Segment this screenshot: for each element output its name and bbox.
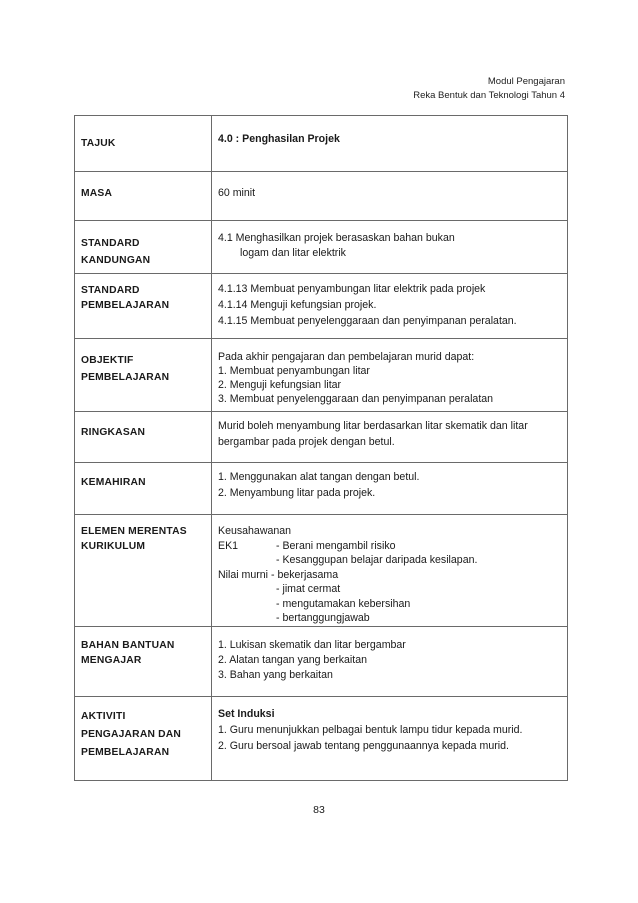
list-item: 1. Membuat penyambungan litar (218, 365, 370, 377)
label-elemen-1: ELEMEN MERENTAS (81, 526, 187, 537)
row-label (75, 339, 212, 412)
value-tajuk: 4.0 : Penghasilan Projek (218, 133, 340, 145)
standard-kandungan-line2: logam dan litar elektrik (240, 247, 346, 259)
label-standard-pembelajaran-1: STANDARD (81, 285, 140, 296)
elemen-keusahawanan: Keusahawanan (218, 525, 292, 537)
header-module-title: Modul Pengajaran (487, 76, 565, 87)
list-item: 1. Guru menunjukkan pelbagai bentuk lampu tidur kepada murid. (218, 724, 523, 736)
elemen-ek1-value: - Berani mengambil risiko (276, 539, 396, 552)
elemen-ek1-row (218, 539, 561, 554)
table-row-elemen-merentas (75, 515, 568, 627)
lesson-plan-table (74, 115, 568, 781)
table-row-ringkasan (75, 412, 568, 463)
ringkasan-line2: bergambar pada projek dengan betul. (218, 436, 395, 448)
label-ringkasan: RINGKASAN (81, 427, 146, 438)
row-label (75, 627, 212, 697)
list-item: 1. Menggunakan alat tangan dengan betul. (218, 471, 420, 483)
elemen-ek1-key: EK1 (218, 539, 239, 552)
row-value (212, 463, 568, 515)
ringkasan-line1: Murid boleh menyambung litar berdasarkan litar skematik dan litar (218, 420, 528, 432)
list-item: 2. Menguji kefungsian litar (218, 379, 342, 391)
elemen-nilai-row (218, 568, 561, 583)
table-row-masa (75, 172, 568, 221)
row-value (212, 274, 568, 339)
elemen-nilai-value: - bekerjasama (271, 568, 339, 581)
list-item: 4.1.14 Menguji kefungsian projek. (218, 299, 377, 311)
label-masa: MASA (81, 188, 113, 199)
row-label (75, 274, 212, 339)
table-row-objektif (75, 339, 568, 412)
row-label (75, 412, 212, 463)
label-standard-kandungan-1: STANDARD (81, 238, 140, 249)
label-elemen-2: KURIKULUM (81, 541, 146, 552)
label-standard-pembelajaran-2: PEMBELAJARAN (81, 300, 170, 311)
page-number: 83 (313, 804, 325, 816)
table-row-standard-pembelajaran (75, 274, 568, 339)
row-label (75, 697, 212, 781)
list-item: 2. Alatan tangan yang berkaitan (218, 654, 368, 666)
row-label (75, 172, 212, 221)
row-value (212, 697, 568, 781)
table-row-kemahiran (75, 463, 568, 515)
list-item: - jimat cermat (276, 583, 341, 595)
label-tajuk: TAJUK (81, 138, 116, 149)
row-value (212, 116, 568, 172)
row-value (212, 515, 568, 627)
standard-kandungan-line1: 4.1 Menghasilkan projek berasaskan bahan bukan (218, 232, 455, 244)
list-item: 4.1.13 Membuat penyambungan litar elektrik pada projek (218, 283, 486, 295)
label-aktiviti-1: AKTIVITI (81, 711, 126, 722)
table-row-aktiviti (75, 697, 568, 781)
list-item: 2. Menyambung litar pada projek. (218, 487, 376, 499)
list-item: 4.1.15 Membuat penyelenggaraan dan penyimpanan peralatan. (218, 315, 517, 327)
elemen-ek1-value2: - Kesanggupan belajar daripada kesilapan. (276, 554, 478, 566)
label-bahan-2: MENGAJAR (81, 655, 142, 666)
label-objektif-1: OBJEKTIF (81, 355, 134, 366)
value-masa: 60 minit (218, 187, 256, 199)
row-value (212, 412, 568, 463)
row-value (212, 339, 568, 412)
row-value (212, 627, 568, 697)
objektif-intro: Pada akhir pengajaran dan pembelajaran murid dapat: (218, 351, 475, 363)
list-item: - mengutamakan kebersihan (276, 597, 411, 610)
label-bahan-1: BAHAN BANTUAN (81, 640, 175, 651)
row-value (212, 221, 568, 274)
page-header (413, 75, 565, 103)
row-label (75, 116, 212, 172)
list-item: 2. Guru bersoal jawab tentang penggunaannya kepada murid. (218, 740, 509, 752)
table-row-standard-kandungan (75, 221, 568, 274)
label-standard-kandungan-2: KANDUNGAN (81, 255, 151, 266)
row-value (212, 172, 568, 221)
list-item: 3. Bahan yang berkaitan (218, 669, 333, 681)
list-item: - bertanggungjawab (276, 612, 370, 624)
row-label (75, 221, 212, 274)
elemen-nilai-key: Nilai murni (218, 568, 269, 581)
label-aktiviti-2: PENGAJARAN DAN (81, 729, 182, 740)
row-label (75, 515, 212, 627)
row-label (75, 463, 212, 515)
table-row-bahan-bantuan (75, 627, 568, 697)
table-row-tajuk (75, 116, 568, 172)
label-aktiviti-3: PEMBELAJARAN (81, 747, 170, 758)
list-item: 1. Lukisan skematik dan litar bergambar (218, 639, 406, 651)
set-induksi-heading: Set Induksi (218, 708, 275, 720)
label-objektif-2: PEMBELAJARAN (81, 372, 170, 383)
list-item: 3. Membuat penyelenggaraan dan penyimpanan peralatan (218, 393, 494, 405)
header-subject-title: Reka Bentuk dan Teknologi Tahun 4 (413, 90, 565, 101)
label-kemahiran: KEMAHIRAN (81, 477, 146, 488)
